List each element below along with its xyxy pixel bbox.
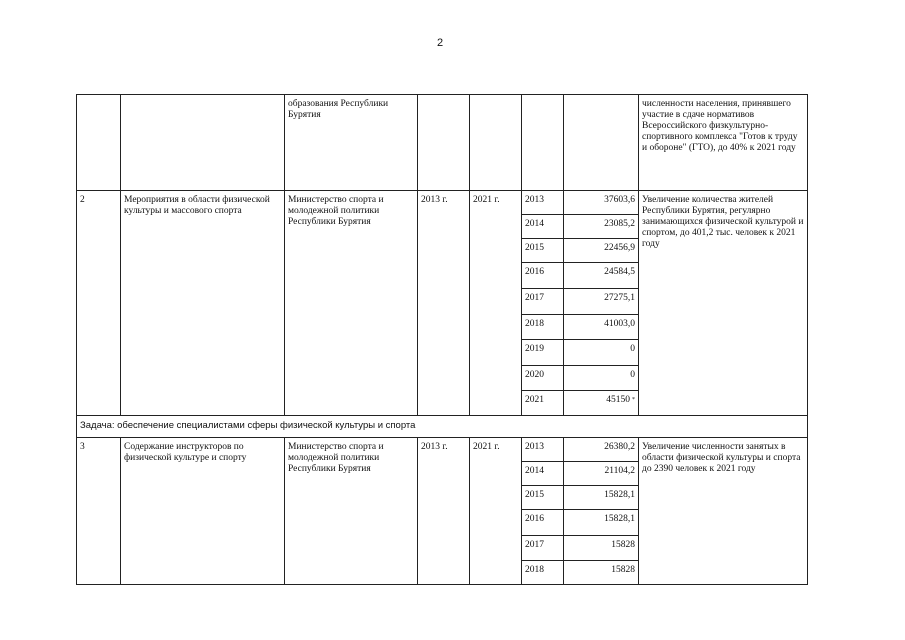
page-number: 2	[436, 37, 444, 49]
cell-value: 15828	[564, 561, 639, 585]
cell-value: 15828,1	[564, 510, 639, 536]
cell-value: 41003,0	[564, 315, 639, 340]
table-row	[77, 95, 808, 191]
cell-value: 15828	[564, 536, 639, 561]
cell-executor: Министерство спорта и молодежной политики Республики Бурятия	[285, 191, 418, 416]
cell-value: 21104,2	[564, 462, 639, 486]
cell-result: численности населения, принявшего участие в сдаче нормативов Всероссийского физкультурно-спортивного комплекса "Готов к труду и обороне" (ГТО), до 40% к 2021 году	[639, 95, 808, 191]
cell-number: 3	[77, 438, 121, 585]
cell-start	[418, 95, 470, 191]
table-row	[77, 191, 808, 215]
cell-end: 2021 г.	[470, 191, 522, 416]
cell-start: 2013 г.	[418, 191, 470, 416]
cell-year: 2016	[522, 263, 564, 289]
cell-year: 2016	[522, 510, 564, 536]
cell-year: 2017	[522, 536, 564, 561]
cell-year: 2017	[522, 289, 564, 315]
cell-value: 23085,2	[564, 215, 639, 239]
cell-year: 2021	[522, 391, 564, 416]
cell-value	[564, 95, 639, 191]
task-heading: Задача: обеспечение специалистами сферы физической культуры и спорта	[77, 416, 808, 438]
cell-number: 2	[77, 191, 121, 416]
cell-year: 2015	[522, 239, 564, 263]
cell-value: 15828,1	[564, 486, 639, 510]
task-row	[77, 416, 808, 438]
footnote-mark: *	[632, 397, 635, 403]
cell-name: Мероприятия в области физической культуры и массового спорта	[121, 191, 285, 416]
cell-start: 2013 г.	[418, 438, 470, 585]
cell-value	[564, 391, 639, 416]
cell-end: 2021 г.	[470, 438, 522, 585]
cell-year: 2020	[522, 366, 564, 391]
cell-value: 24584,5	[564, 263, 639, 289]
value-text: 45150	[606, 395, 630, 405]
cell-year: 2013	[522, 191, 564, 215]
table-row	[77, 438, 808, 462]
cell-value: 26380,2	[564, 438, 639, 462]
program-table	[76, 94, 808, 585]
cell-value: 37603,6	[564, 191, 639, 215]
cell-executor: Министерство спорта и молодежной политики Республики Бурятия	[285, 438, 418, 585]
cell-year: 2014	[522, 462, 564, 486]
cell-year: 2015	[522, 486, 564, 510]
cell-name	[121, 95, 285, 191]
cell-end	[470, 95, 522, 191]
cell-value: 0	[564, 366, 639, 391]
cell-year	[522, 95, 564, 191]
cell-executor: образования Республики Бурятия	[285, 95, 418, 191]
cell-value: 27275,1	[564, 289, 639, 315]
cell-result: Увеличение количества жителей Республики Бурятия, регулярно занимающихся физической культурой и спортом, до 401,2 тыс. человек к 2021 году	[639, 191, 808, 416]
cell-number	[77, 95, 121, 191]
cell-value: 22456,9	[564, 239, 639, 263]
cell-name: Содержание инструкторов по физической культуре и спорту	[121, 438, 285, 585]
cell-year: 2018	[522, 315, 564, 340]
cell-year: 2018	[522, 561, 564, 585]
cell-year: 2019	[522, 340, 564, 366]
cell-year: 2013	[522, 438, 564, 462]
cell-value: 0	[564, 340, 639, 366]
cell-year: 2014	[522, 215, 564, 239]
cell-result: Увеличение численности занятых в области физической культуры и спорта до 2390 человек к 2021 году	[639, 438, 808, 585]
